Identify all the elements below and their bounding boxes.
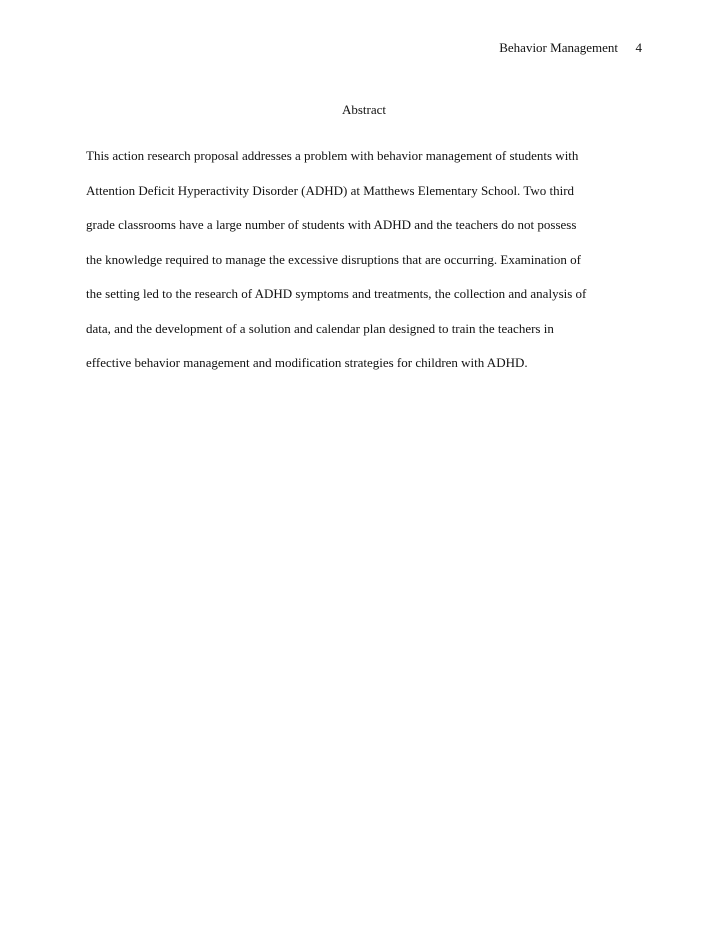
abstract-line: Attention Deficit Hyperactivity Disorder (ADHD) at Matthews Elementary School. Two third [86, 182, 575, 198]
abstract-line: grade classrooms have a large number of students with ADHD and the teachers do not possess [86, 217, 577, 232]
abstract-title: Abstract [341, 102, 387, 117]
abstract-line: This action research proposal addresses a problem with behavior management of students with [86, 148, 579, 163]
page-number: 4 [635, 40, 642, 55]
abstract-line: data, and the development of a solution and calendar plan designed to train the teachers in [86, 320, 554, 336]
running-head: Behavior Management [499, 40, 618, 55]
abstract-line: the knowledge required to manage the excessive disruptions that are occurring. Examination of [86, 251, 581, 267]
abstract-line: effective behavior management and modification strategies for children with ADHD. [86, 355, 528, 370]
abstract-body [86, 148, 646, 390]
abstract-line: the setting led to the research of ADHD symptoms and treatments, the collection and analysis of [86, 286, 587, 301]
